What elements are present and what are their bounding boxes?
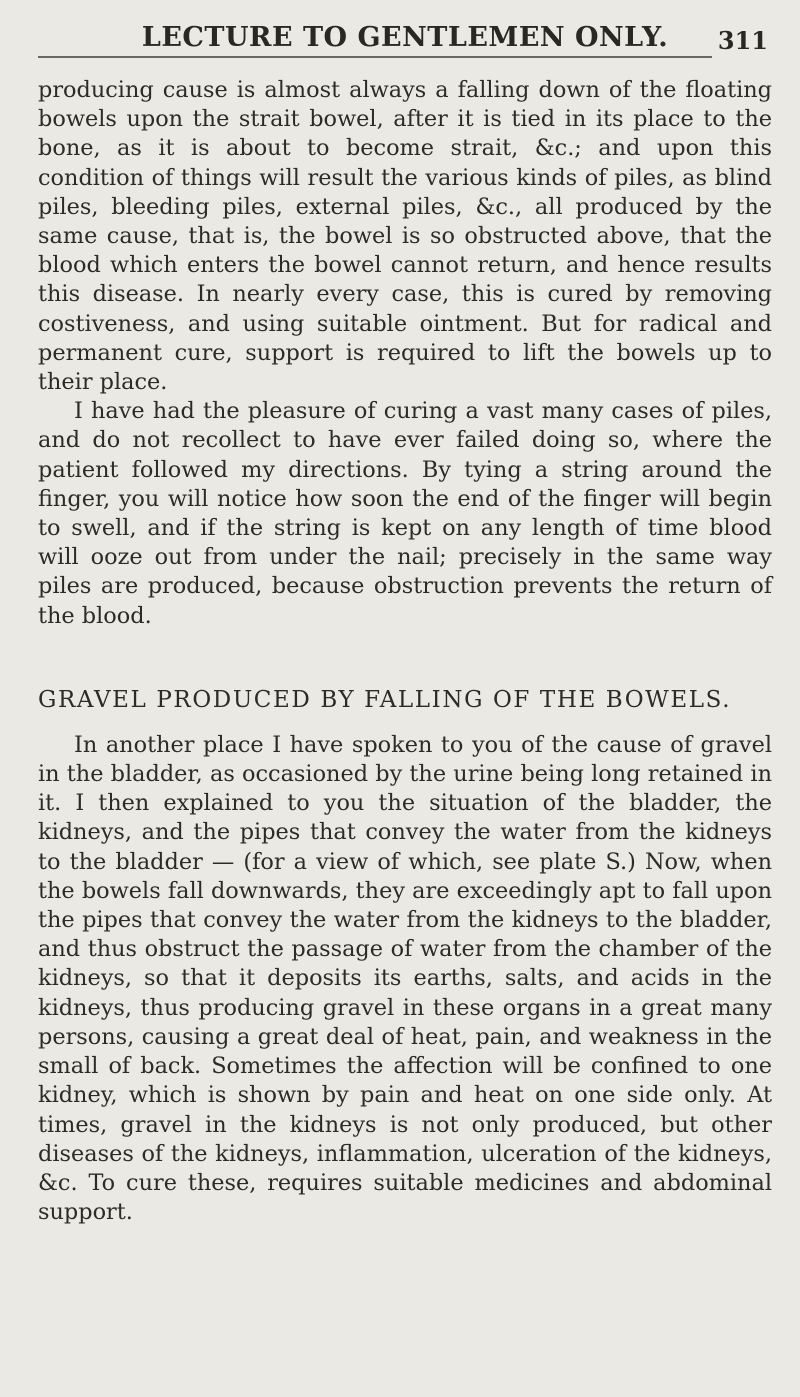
section-heading: GRAVEL PRODUCED BY FALLING OF THE BOWELS. bbox=[38, 686, 732, 713]
running-title: LECTURE TO GENTLEMEN ONLY. bbox=[141, 22, 669, 53]
paragraph-piles-cause: producing cause is almost always a falling down of the floating bowels upon the strait bowel, after it is tied in its place to the bone, as it is about to become strait, &c.; and upon this condition of things will result the various kinds of piles, as blind piles, bleeding piles, external piles, &c., all produced by the same cause, that is, the bowel is so obstructed above, that the blood which enters the bowel cannot return, and hence results this disease. In nearly every case, this is cured by removing costiveness, and using suitable ointment. But for radical and permanent cure, support is required to lift the bowels up to their place. bbox=[38, 77, 772, 396]
paragraph-gravel: In another place I have spoken to you of the cause of gravel in the bladder, as occasioned by the urine being long retained in it. I then explained to you the situation of the bladder, the kidneys, and the pipes that convey the water from the kidneys to the bladder — (for a view of which, see plate S.) Now, when the bowels fall downwards, they are exceedingly apt to fall upon the pipes that convey the water from the kidneys to the bladder, and thus obstruct the passage of water from the chamber of the kidneys, so that it deposits its earths, salts, and acids in the kidneys, thus producing gravel in these organs in a great many persons, causing a great deal of heat, pain, and weakness in the small of back. Sometimes the affection will be confined to one kidney, which is shown by pain and heat on one side only. At times, gravel in the kidneys is not only produced, but other diseases of the kidneys, inflammation, ulceration of the kidneys, &c. To cure these, requires suitable medicines and abdominal support. bbox=[38, 731, 772, 1226]
running-head bbox=[38, 22, 772, 62]
paragraph-piles-cure: I have had the pleasure of curing a vast many cases of piles, and do not recollect to have ever failed doing so, where the patient followed my directions. By tying a string around the finger, you will notice how soon the end of the finger will begin to swell, and if the string is kept on any length of time blood will ooze out from under the nail; precisely in the same way piles are produced, because obstruction prevents the return of the blood. bbox=[38, 398, 772, 629]
header-rule bbox=[38, 56, 712, 58]
page-number: 311 bbox=[717, 26, 768, 55]
